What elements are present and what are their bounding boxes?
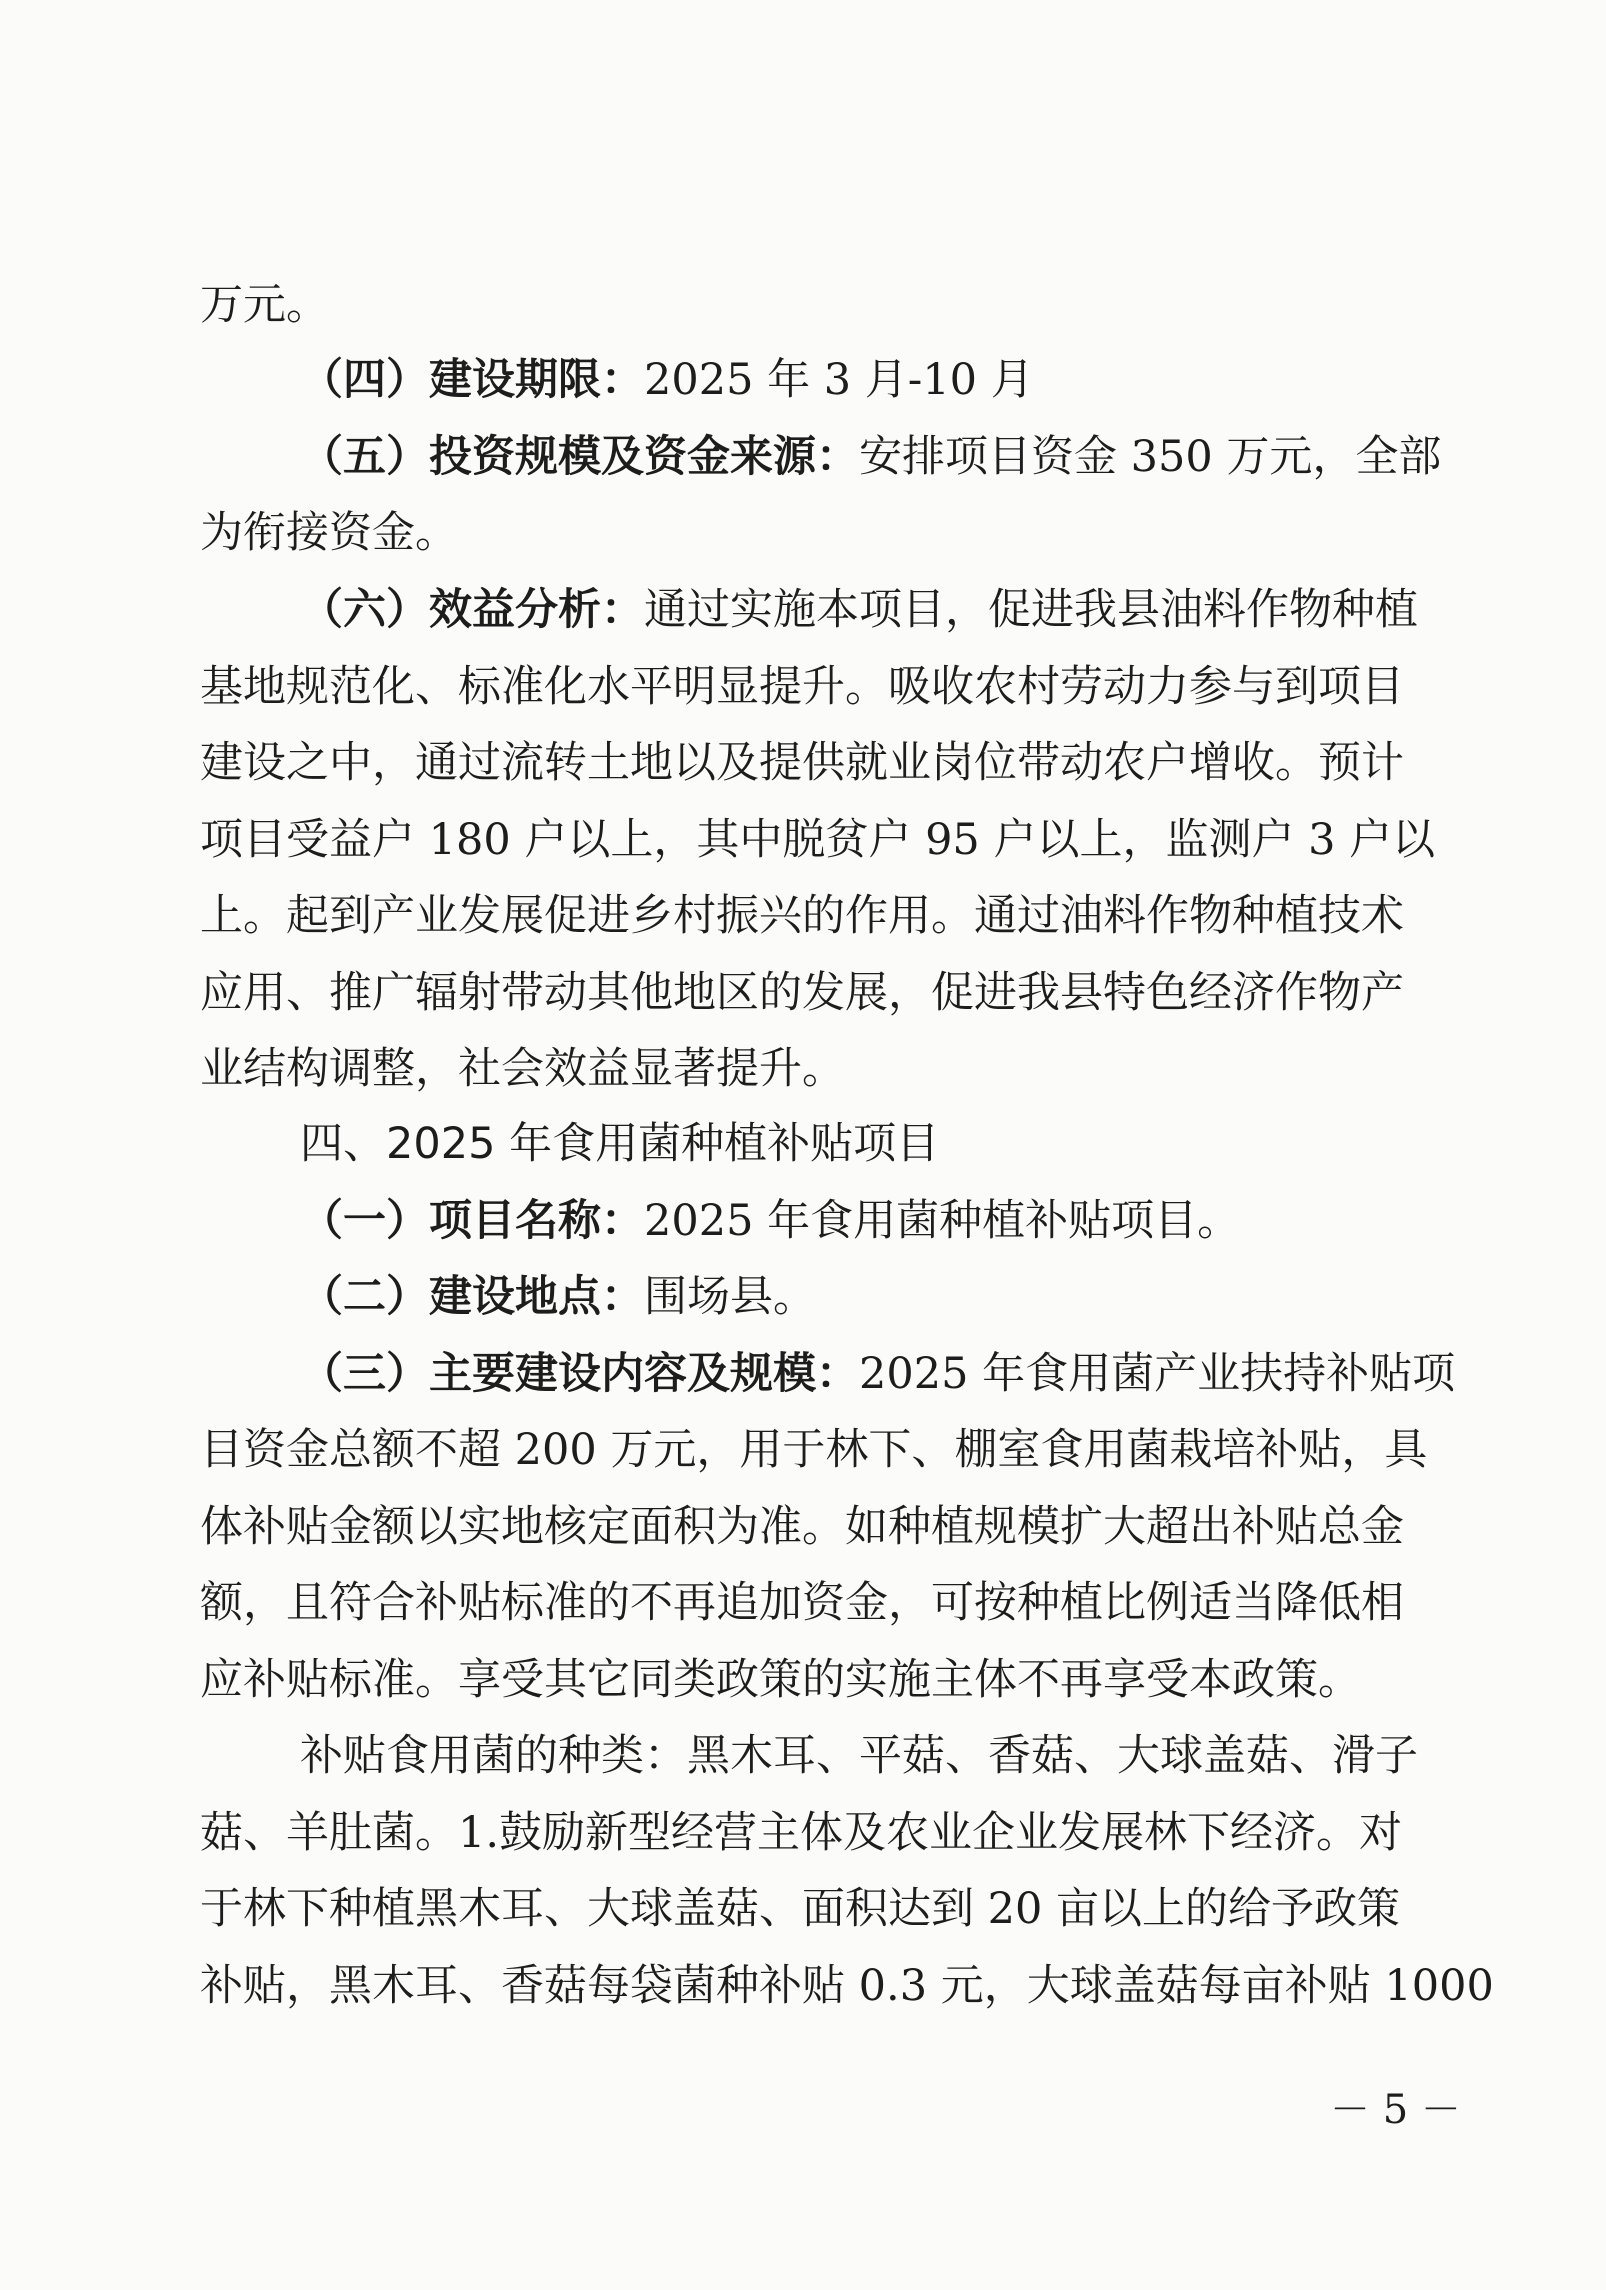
text-line: 2025 年食用菌种植补贴项目。	[644, 1196, 1241, 1246]
text-line: 为衔接资金。	[200, 508, 458, 558]
clause-label: （三）主要建设内容及规模：	[300, 1349, 859, 1399]
paragraph-location	[0, 1272, 1606, 1322]
text-line: 项目受益户 180 户以上，其中脱贫户 95 户以上，监测户 3 户以	[200, 815, 1436, 865]
text-line: 安排项目资金 350 万元，全部	[859, 432, 1442, 482]
clause-label: （二）建设地点：	[300, 1272, 644, 1322]
text-line: 体补贴金额以实地核定面积为准。如种植规模扩大超出补贴总金	[200, 1502, 1404, 1552]
text-line: 于林下种植黑木耳、大球盖菇、面积达到 20 亩以上的给予政策	[200, 1884, 1401, 1934]
text-line: 业结构调整，社会效益显著提升。	[200, 1044, 845, 1094]
clause-label: （六）效益分析：	[300, 585, 644, 635]
text-line: 上。起到产业发展促进乡村振兴的作用。通过油料作物种植技术	[200, 891, 1404, 941]
text-line: 补贴食用菌的种类：黑木耳、平菇、香菇、大球盖菇、滑子	[300, 1731, 1418, 1781]
text-line: 补贴，黑木耳、香菇每袋菌种补贴 0.3 元，大球盖菇每亩补贴 1000	[200, 1961, 1494, 2011]
text-line: 2025 年 3 月-10 月	[644, 355, 1034, 405]
text-line: 通过实施本项目，促进我县油料作物种植	[644, 585, 1418, 635]
text-line: 围场县。	[644, 1272, 816, 1322]
page-number: － 5 －	[1330, 2087, 1461, 2133]
text-line: 2025 年食用菌产业扶持补贴项	[859, 1349, 1456, 1399]
clause-label: （五）投资规模及资金来源：	[300, 432, 859, 482]
text-line: 应用、推广辐射带动其他地区的发展，促进我县特色经济作物产	[200, 968, 1404, 1018]
text-line: 额，且符合补贴标准的不再追加资金，可按种植比例适当降低相	[200, 1578, 1404, 1628]
text-line: 目资金总额不超 200 万元，用于林下、棚室食用菌栽培补贴，具	[200, 1425, 1428, 1475]
paragraph-construction-content	[0, 1349, 1606, 1399]
paragraph-continuation	[0, 280, 1606, 330]
text-line: 万元。	[200, 280, 329, 330]
paragraph-project-name	[0, 1196, 1606, 1246]
paragraph-investment-scale	[0, 432, 1606, 482]
paragraph-benefit-analysis	[0, 585, 1606, 635]
text-line: 建设之中，通过流转土地以及提供就业岗位带动农户增收。预计	[200, 738, 1404, 788]
text-line: 菇、羊肚菌。1.鼓励新型经营主体及农业企业发展林下经济。对	[200, 1808, 1403, 1858]
clause-label: （四）建设期限：	[300, 355, 644, 405]
text-line: 基地规范化、标准化水平明显提升。吸收农村劳动力参与到项目	[200, 662, 1404, 712]
paragraph-construction-period	[0, 355, 1606, 405]
text-line: 应补贴标准。享受其它同类政策的实施主体不再享受本政策。	[200, 1655, 1361, 1705]
clause-label: （一）项目名称：	[300, 1196, 644, 1246]
section-heading: 四、2025 年食用菌种植补贴项目	[300, 1119, 940, 1169]
